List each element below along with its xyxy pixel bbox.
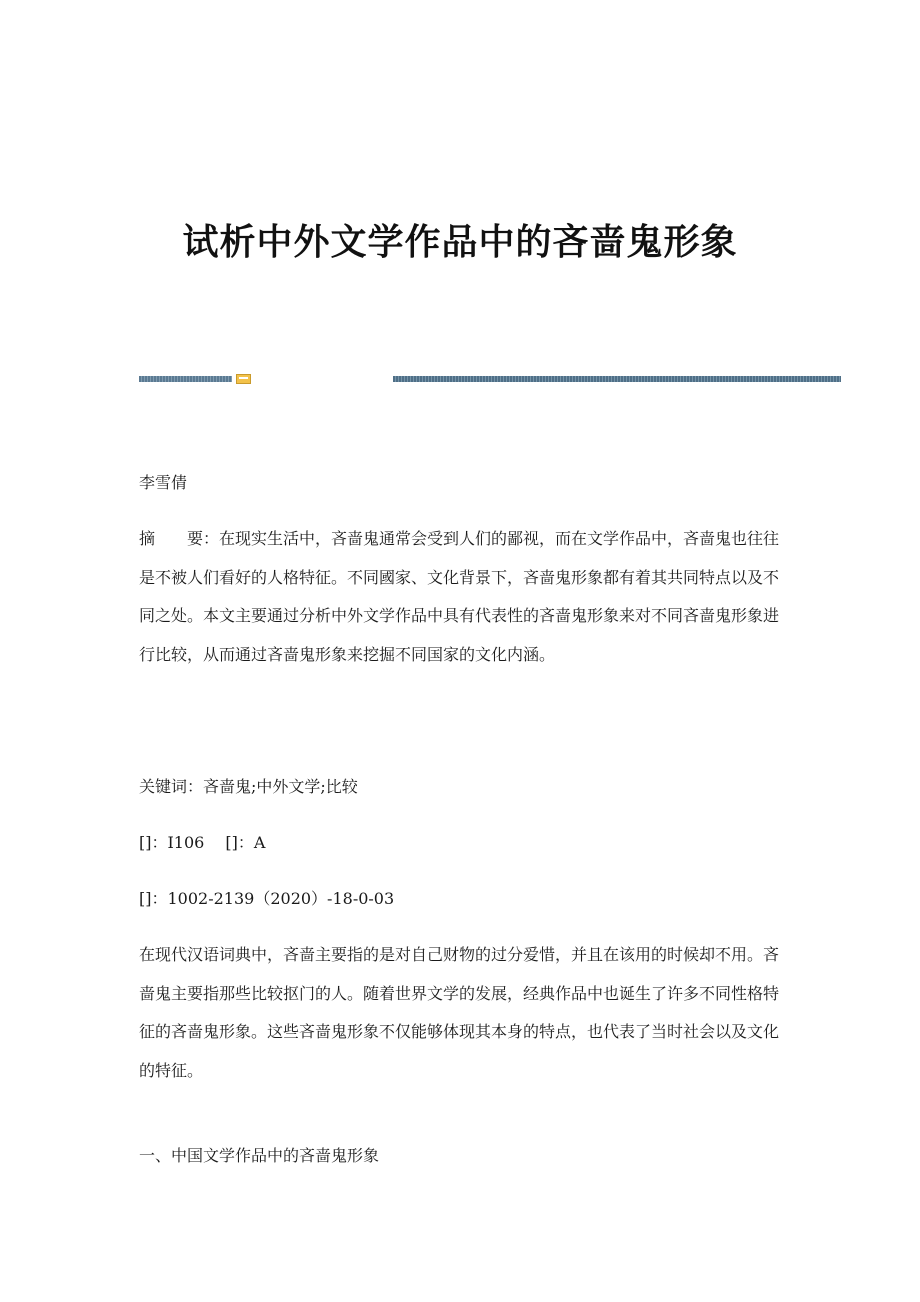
divider-bar-right <box>393 376 841 382</box>
divider-bar-left <box>139 376 232 382</box>
divider-ornament-mark <box>239 377 248 379</box>
classification-line: []：I106 []：A <box>139 833 266 852</box>
abstract <box>139 520 789 674</box>
body-paragraph: 在现代汉语词典中，吝啬主要指的是对自己财物的过分爱惜，并且在该用的时候却不用。吝啬鬼主要指那些比较抠门的人。随着世界文学的发展，经典作品中也诞生了许多不同性格特征的吝啬鬼形象。这些吝啬鬼形象不仅能够体现其本身的特点，也代表了当时社会以及文化的特征。 <box>139 945 780 1080</box>
author-name: 李雪倩 <box>139 473 188 492</box>
section-heading: 一、中国文学作品中的吝啬鬼形象 <box>139 1146 380 1165</box>
keywords-line: 关键词：吝啬鬼;中外文学;比较 <box>139 777 358 796</box>
divider-ornament-icon <box>236 374 251 384</box>
abstract-text: 在现实生活中，吝啬鬼通常会受到人们的鄙视，而在文学作品中，吝啬鬼也往往是不被人们看好的人格特征。不同國家、文化背景下，吝啬鬼形象都有着其共同特点以及不同之处。本文主要通过分析中外文学作品中具有代表性的吝啬鬼形象来对不同吝啬鬼形象进行比较，从而通过吝啬鬼形象来挖掘不同国家的文化内涵。 <box>139 529 780 664</box>
title-divider <box>139 375 841 383</box>
abstract-label: 摘 要： <box>139 529 220 548</box>
document-id-line: []：1002-2139（2020）-18-0-03 <box>139 889 395 908</box>
document-title: 试析中外文学作品中的吝啬鬼形象 <box>182 221 738 263</box>
